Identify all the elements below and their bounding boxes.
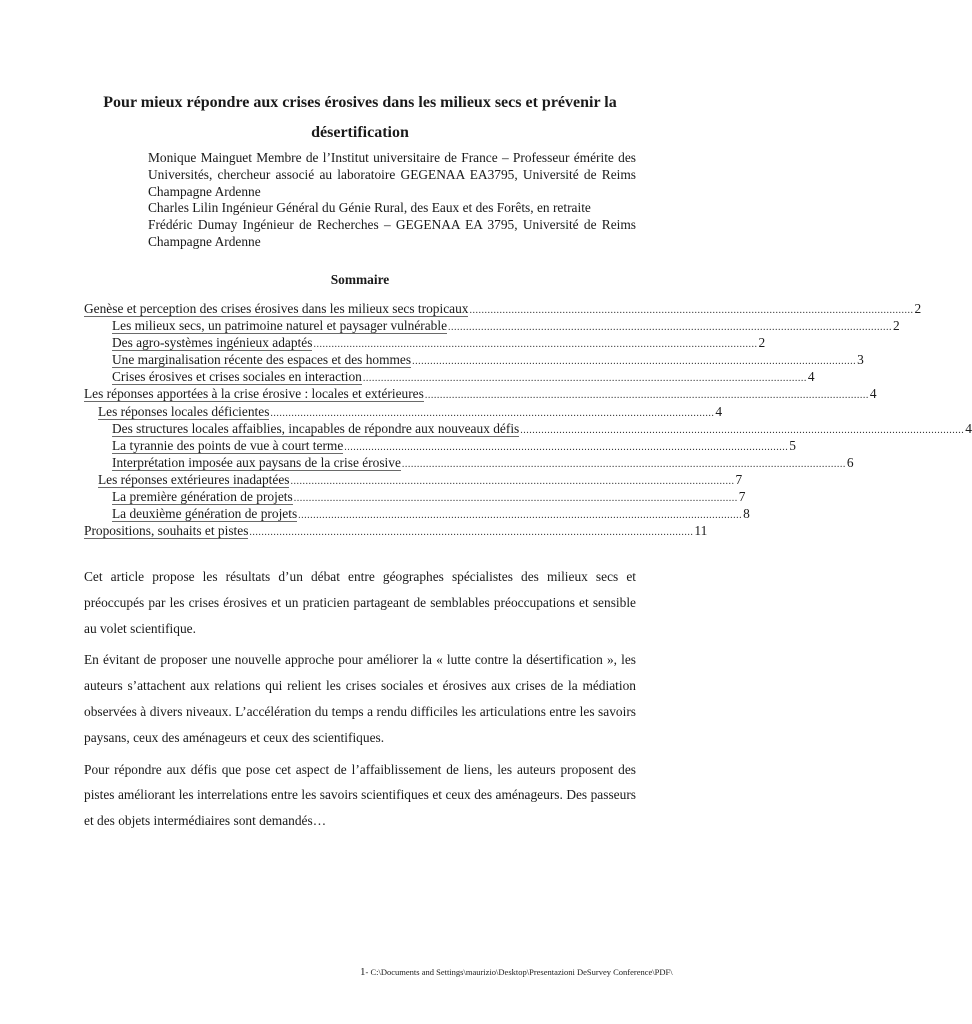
toc-entry-text: Crises érosives et crises sociales en interaction — [112, 369, 362, 385]
toc-page-number: 4 — [715, 403, 723, 419]
toc-entry[interactable] — [84, 471, 743, 488]
paragraph: Pour répondre aux défis que pose cet aspect de l’affaiblissement de liens, les auteurs proposent des pistes améliorant les interrelations entre les savoirs scientifiques et ceux des aménageurs. Des passeurs et des objets intermédiaires sont demandés… — [84, 761, 636, 829]
document-title: Pour mieux répondre aux crises érosives dans les milieux secs et prévenir la désertification — [103, 94, 617, 141]
paragraph: En évitant de proposer une nouvelle approche pour améliorer la « lutte contre la désertification », les auteurs s’attachent aux relations qui relient les crises sociales et érosives aux crises de la médiation observées à divers niveaux. L’accélération du temps a rendu difficiles les articulations entre les savoirs paysans, ceux des aménageurs et ceux des scientifiques. — [84, 652, 636, 745]
toc-page-number: 5 — [789, 437, 796, 453]
toc-page-number: 7 — [738, 489, 746, 505]
toc-page-number: 8 — [743, 506, 750, 522]
toc-entry[interactable] — [84, 368, 815, 385]
toc-leader-dots: .................................................................................................................................................... — [298, 510, 743, 522]
toc-entry-text: Des agro-systèmes ingénieux adaptés — [112, 335, 313, 351]
toc-leader-dots: .................................................................................................................................................... — [424, 390, 869, 402]
toc-entry-text: Les réponses extérieures inadaptées — [98, 471, 290, 487]
author-lilin: Charles Lilin Ingénieur Général du Génie Rural, des Eaux et des Forêts, en retraite — [148, 200, 591, 216]
toc-entry-text: Une marginalisation récente des espaces et des hommes — [112, 352, 412, 368]
toc-leader-dots: .................................................................................................................................................... — [448, 322, 893, 334]
toc-entry-text: Genèse et perception des crises érosives dans les milieux secs tropicaux — [84, 301, 469, 316]
toc-entry[interactable] — [84, 454, 854, 471]
toc-leader-dots: .................................................................................................................................................... — [362, 373, 807, 385]
toc-entry[interactable] — [84, 300, 922, 317]
toc-page-number: 4 — [807, 369, 815, 385]
footer-file-path: - C:\Documents and Settings\maurizio\Desktop\Presentazioni DeSurvey Conference\PDF\ — [365, 967, 673, 977]
toc-page-number: 6 — [846, 454, 854, 470]
toc-entry-text: La tyrannie des points de vue à court terme — [112, 437, 344, 453]
toc-entry-text: Les milieux secs, un patrimoine naturel et paysager vulnérable — [112, 318, 448, 334]
table-of-contents — [84, 300, 972, 539]
toc-leader-dots: .................................................................................................................................................... — [520, 424, 965, 436]
author-dumay: Frédéric Dumay Ingénieur de Recherches – GEGENAA EA 3795, Université de Reims Champagne Ardenne — [148, 217, 636, 249]
toc-entry-text: Interprétation imposée aux paysans de la crise érosive — [112, 454, 401, 470]
author-mainguet: Monique Mainguet Membre de l’Institut universitaire de France – Professeur émérite des Universités, chercheur associé au laboratoire GEGENAA EA3795, Université de Reims Champagne Ardenne — [148, 150, 636, 199]
toc-entry-text: Des structures locales affaiblies, incapables de répondre aux nouveaux défis — [112, 420, 520, 436]
toc-entry-text: Les réponses locales déficientes — [98, 403, 270, 419]
sommaire-heading: Sommaire — [330, 272, 390, 287]
footer-page-number: 1 — [360, 966, 366, 978]
toc-page-number: 11 — [694, 523, 708, 539]
abstract-body — [84, 564, 636, 840]
toc-page-number: 3 — [857, 352, 864, 368]
page-footer — [360, 966, 720, 978]
toc-page-number: 2 — [893, 318, 900, 334]
toc-entry[interactable] — [84, 505, 750, 522]
toc-page-number: 2 — [758, 335, 766, 351]
toc-leader-dots: .................................................................................................................................................... — [249, 527, 694, 539]
toc-entry[interactable] — [84, 334, 766, 351]
toc-entry-text: Propositions, souhaits et pistes — [84, 523, 249, 539]
toc-leader-dots: .................................................................................................................................................... — [293, 493, 738, 505]
toc-entry[interactable] — [84, 317, 900, 334]
toc-page-number: 4 — [869, 386, 877, 402]
toc-leader-dots: .................................................................................................................................................... — [313, 339, 758, 351]
toc-page-number: 4 — [965, 420, 972, 436]
toc-entry-text: Les réponses apportées à la crise érosive : locales et extérieures — [84, 386, 424, 402]
toc-entry[interactable] — [84, 420, 972, 437]
toc-entry[interactable] — [84, 351, 864, 368]
toc-leader-dots: .................................................................................................................................................... — [344, 441, 789, 453]
toc-entry[interactable] — [84, 385, 877, 402]
toc-entry[interactable] — [84, 522, 708, 539]
paragraph: Cet article propose les résultats d’un débat entre géographes spécialistes des milieux secs et préoccupés par les crises érosives et un praticien partageant de semblables préoccupations et sensible au volet scientifique. — [84, 569, 636, 636]
toc-leader-dots: .................................................................................................................................................... — [270, 407, 715, 419]
toc-leader-dots: .................................................................................................................................................... — [469, 305, 914, 316]
toc-entry[interactable] — [84, 403, 723, 420]
toc-entry[interactable] — [84, 488, 746, 505]
toc-entry-text: La première génération de projets — [112, 489, 293, 505]
toc-entry-text: La deuxième génération de projets — [112, 506, 298, 522]
toc-page-number: 7 — [735, 471, 743, 487]
toc-entry[interactable] — [84, 437, 796, 454]
authors-block — [148, 150, 636, 251]
toc-leader-dots: .................................................................................................................................................... — [290, 475, 735, 487]
toc-page-number: 2 — [914, 301, 922, 316]
toc-leader-dots: .................................................................................................................................................... — [412, 356, 857, 368]
toc-leader-dots: .................................................................................................................................................... — [401, 458, 846, 470]
